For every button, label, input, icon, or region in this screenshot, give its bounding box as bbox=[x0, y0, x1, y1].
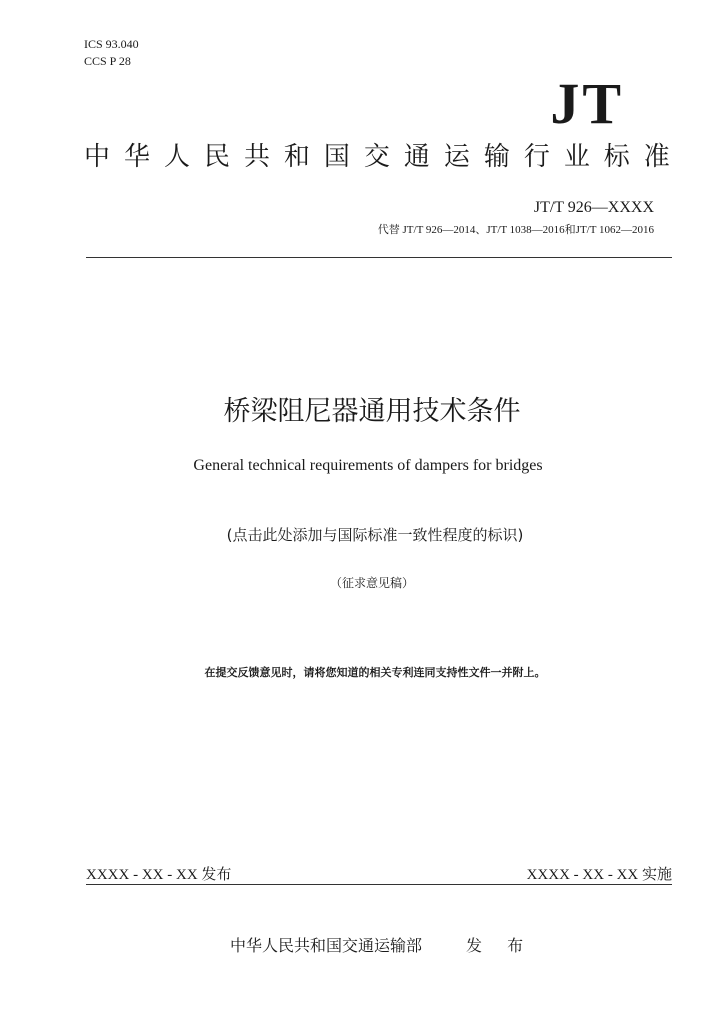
patent-notice: 在提交反馈意见时，请将您知道的相关专利连同支持性文件一并附上。 bbox=[204, 666, 546, 679]
category-char: 准 bbox=[643, 142, 670, 172]
issuing-authority: 中华人民共和国交通运输部 bbox=[230, 936, 423, 955]
issue-date bbox=[86, 864, 231, 885]
jt-logo: JT bbox=[550, 71, 624, 136]
category-char: 共 bbox=[243, 142, 270, 172]
issue-label: 发布 bbox=[201, 865, 232, 883]
issue-date-value: XXXX - XX - XX bbox=[86, 867, 198, 883]
bottom-divider bbox=[86, 884, 672, 885]
category-char: 和 bbox=[283, 142, 310, 172]
consistency-note[interactable]: (点击此处添加与国际标准一致性程度的标识) bbox=[226, 526, 524, 544]
implement-date bbox=[527, 864, 672, 885]
category-char: 通 bbox=[403, 142, 430, 172]
category-char: 输 bbox=[483, 142, 510, 172]
ccs-code: CCS P 28 bbox=[84, 54, 131, 68]
category-char: 标 bbox=[603, 142, 630, 172]
ics-code: ICS 93.040 bbox=[84, 37, 139, 51]
english-title: General technical requirements of dampers for bridges bbox=[193, 457, 543, 474]
category-char: 行 bbox=[523, 142, 550, 172]
category-char: 业 bbox=[563, 142, 590, 172]
standard-category-title bbox=[84, 139, 670, 175]
category-char: 民 bbox=[203, 142, 230, 172]
category-char: 交 bbox=[363, 142, 390, 172]
draft-status: （征求意见稿） bbox=[329, 576, 414, 590]
implement-date-value: XXXX - XX - XX bbox=[526, 867, 639, 883]
top-divider bbox=[86, 257, 672, 258]
replaces-note: 代替 JT/T 926—2014、JT/T 1038—2016和JT/T 1062—2016 bbox=[377, 224, 654, 236]
category-char: 人 bbox=[163, 142, 190, 172]
category-char: 华 bbox=[123, 142, 150, 172]
standard-number: JT/T 926—XXXX bbox=[533, 199, 654, 216]
category-char: 运 bbox=[443, 142, 470, 172]
chinese-title: 桥梁阻尼器通用技术条件 bbox=[223, 396, 521, 427]
category-char: 国 bbox=[323, 142, 350, 172]
category-char: 中 bbox=[84, 142, 111, 172]
implement-label: 实施 bbox=[641, 865, 672, 883]
issue-word: 发 布 bbox=[466, 936, 534, 955]
